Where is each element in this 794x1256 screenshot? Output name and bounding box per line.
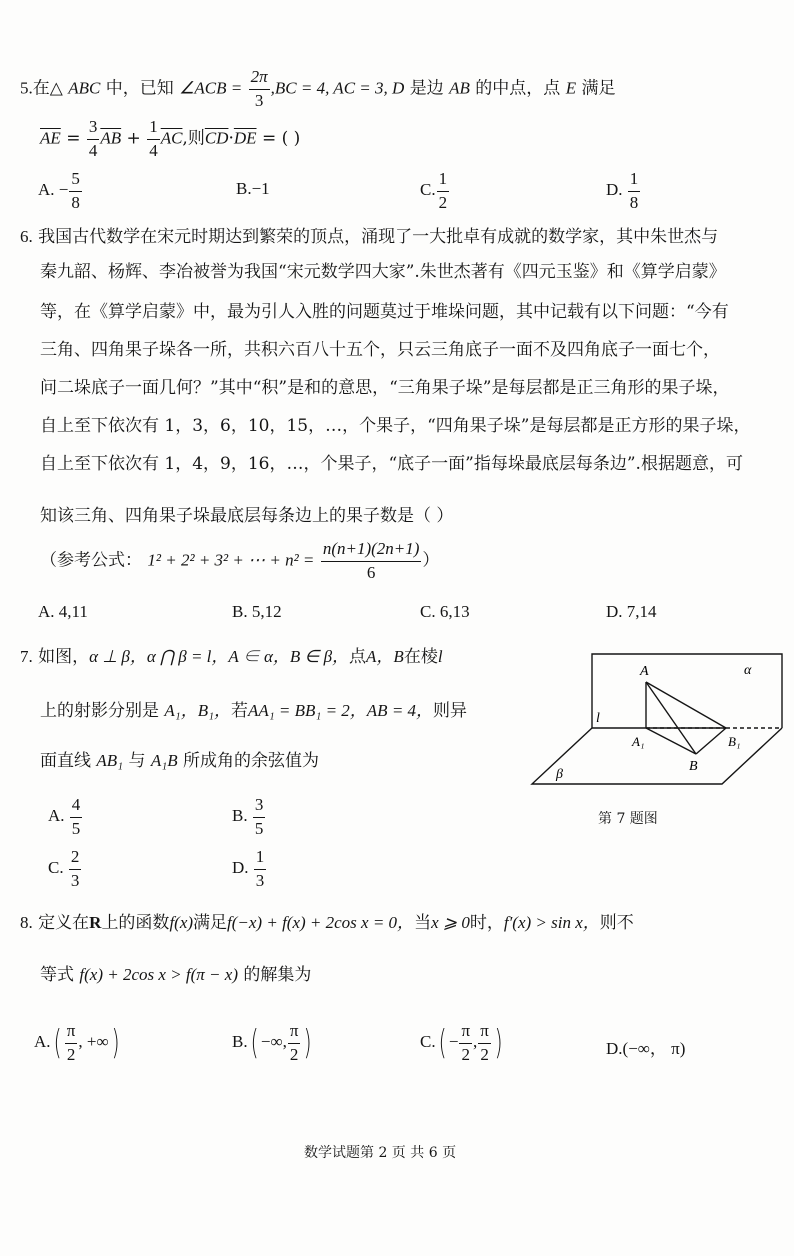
q6-line3: 等，在《算学启蒙》中，最为引人入胜的问题莫过于堆垛问题，其中记载有以下问题：“今有: [40, 302, 729, 322]
q8-option-b: B.( −∞, $\frac{\pi}{2}$ ): [232, 1021, 313, 1064]
segment-A1B: [646, 728, 696, 754]
q7-figure-caption: 第 7 题图: [598, 811, 658, 827]
q7-option-a-fraction: $\frac{4}{5}$: [71, 795, 81, 838]
q8-option-a: A.( $\frac{\pi}{2}$ , +∞): [34, 1021, 120, 1064]
q5-coef2: $\frac{1}{4}$: [149, 117, 158, 160]
label-B: B: [689, 759, 698, 774]
paren-close: ): [304, 1023, 313, 1064]
q8-option-c: C.( − $\frac{\pi}{2}$ , $\frac{\pi}{2}$ ): [420, 1021, 503, 1064]
paren-close: ): [494, 1023, 503, 1064]
q7-option-c: C. $\frac{2}{3}$: [48, 847, 80, 890]
q7-option-d: D. $\frac{1}{3}$: [232, 847, 265, 890]
q6-line2: 秦九韶、杨辉、李冶被誉为我国“宋元数学四大家”.朱世杰著有《四元玉鉴》和《算学启蒙》: [40, 262, 726, 282]
q8-option-d: D.(−∞， π): [606, 1039, 686, 1058]
label-A1: A₁: [632, 734, 645, 749]
q6-option-c: C. 6,13: [420, 602, 470, 621]
q6-line6: 自上至下依次有 1，3，6，10，15，…，个果子，“四角果子垛”是每层都是正方形的果子垛，: [40, 416, 751, 436]
label-alpha: α: [744, 663, 752, 678]
q5-option-d-fraction: $\frac{1}{8}$: [629, 169, 639, 212]
q8-option-b-fraction: $\frac{\pi}{2}$: [289, 1021, 299, 1064]
q7-option-a: A. $\frac{4}{5}$: [48, 795, 81, 838]
paren-close: ): [111, 1023, 120, 1064]
segment-BB1: [696, 728, 726, 754]
label-B1: B₁: [728, 734, 741, 749]
q5-option-c-fraction: $\frac{1}{2}$: [438, 169, 448, 212]
q7-option-c-fraction: $\frac{2}{3}$: [70, 847, 80, 890]
q5-option-d: D. $\frac{1}{8}$: [606, 169, 639, 212]
q7-line1: 7. 如图，α ⊥ β，α ⋂ β = l，A ∈ α，B ∈ β，点A，B在棱l: [20, 647, 443, 667]
q6-option-d: D. 7,14: [606, 602, 657, 621]
label-A: A: [640, 664, 649, 679]
q5-line2: $\overline{AE}$ = $\frac{3}{4}$ $\overline{AB}$ + $\frac{1}{4}$ $\overline{AC}$,则$\overline{CD}\cdot\overline{DE}$ = ( ): [40, 117, 301, 160]
q6-line8: 知该三角、四角果子垛最底层每条边上的果子数是（ ）: [40, 506, 454, 526]
q6-line5: 问二垛底子一面几何？”其中“积”是和的意思，“三角果子垛”是每层都是正三角形的果子垛，: [40, 378, 730, 398]
q5-option-a-fraction: $\frac{5}{8}$: [71, 169, 80, 212]
q8-option-c-fraction-left: $\frac{\pi}{2}$: [461, 1021, 471, 1064]
q7-option-b: B. $\frac{3}{5}$: [232, 795, 264, 838]
q5-option-c: C. $\frac{1}{2}$: [420, 169, 448, 212]
q5-coef1: $\frac{3}{4}$: [88, 117, 98, 160]
paren-open: (: [250, 1023, 259, 1064]
q6-line7: 自上至下依次有 1，4，9，16，…，个果子，“底子一面”指每垛最底层每条边”.根据题意，可: [40, 454, 743, 474]
q6-line4: 三角、四角果子垛各一所，共积六百八十五个，只云三角底子一面不及四角底子一面七个，: [40, 340, 720, 360]
q5-angle-fraction: $\frac{2\pi}{3}$: [250, 67, 268, 110]
plane-alpha-outline: [592, 654, 782, 728]
q6-line1: 6. 我国古代数学在宋元时期达到繁荣的顶点，涌现了一大批卓有成就的数学家，其中朱世杰与: [20, 227, 719, 247]
q5-option-b: B.−1: [236, 179, 270, 198]
q8-option-c-fraction-right: $\frac{\pi}{2}$: [480, 1021, 489, 1064]
plane-beta-outline: [532, 728, 782, 784]
q7-option-d-fraction: $\frac{1}{3}$: [255, 847, 265, 890]
q6-option-a: A. 4,11: [38, 602, 88, 621]
q8-line2: 等式 f(x) + 2cos x > f(π − x) 的解集为: [40, 965, 312, 985]
q7-line2: 上的射影分别是 A₁，B₁，若AA₁ = BB₁ = 2，AB = 4，则异: [40, 701, 468, 721]
q7-option-b-fraction: $\frac{3}{5}$: [254, 795, 264, 838]
q5-line1: 5.在△ ABC 中，已知 ∠ACB = $\frac{2\pi}{3}$ ,BC = 4, AC = 3, D 是边 AB 的中点，点 E 满足: [20, 67, 616, 110]
q7-figure: [526, 648, 786, 794]
q8-line1: 8. 定义在R上的函数f(x)满足f(−x) + f(x) + 2cos x = 0，当x ⩾ 0时，f′(x) > sin x，则不: [20, 913, 634, 933]
label-l: l: [596, 711, 600, 726]
segment-AB1: [646, 682, 726, 728]
q6-option-b: B. 5,12: [232, 602, 282, 621]
paren-open: (: [438, 1023, 447, 1064]
q6-formula: （参考公式： 1² + 2² + 3² + ⋯ + n² = $\frac{n(n+1)(2n+1)}{6}$ ）: [40, 539, 440, 582]
segment-AB: [646, 682, 696, 754]
label-beta: β: [556, 767, 563, 782]
paren-open: (: [53, 1023, 62, 1064]
page-footer: 数学试题第 2 页 共 6 页: [304, 1145, 457, 1161]
q5-option-a: A. − $\frac{5}{8}$: [38, 169, 80, 212]
q6-formula-fraction: $\frac{n(n+1)(2n+1)}{6}$: [322, 539, 420, 582]
q8-option-a-fraction: $\frac{\pi}{2}$: [66, 1021, 76, 1064]
q7-line3: 面直线 AB₁ 与 A₁B 所成角的余弦值为: [40, 751, 319, 771]
